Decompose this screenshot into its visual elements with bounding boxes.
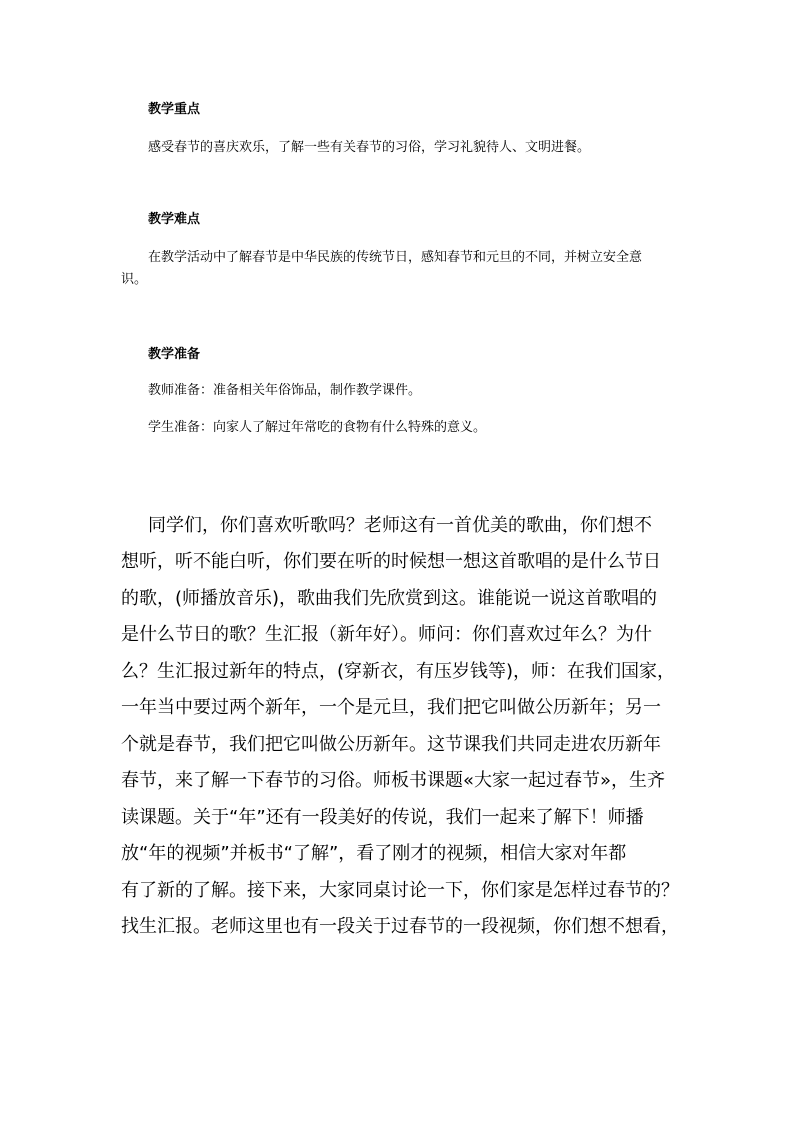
body-line: 想听，听不能白听，你们要在听的时候想一想这首歌唱的是什么节日 <box>121 551 661 572</box>
body-line: 一年当中要过两个新年，一个是元旦，我们把它叫做公历新年；另一 <box>121 697 661 718</box>
teacher-preparation-text: 教师准备：准备相关年俗饰品，制作教学课件。 <box>148 383 422 398</box>
body-line: 春节，来了解一下春节的习俗。师板书课题«大家一起过春节»，生齐 <box>121 770 666 791</box>
body-line: 同学们，你们喜欢听歌吗？老师这有一首优美的歌曲，你们想不 <box>148 515 652 536</box>
body-line: 有了新的了解。接下来，大家同桌讨论一下，你们家是怎样过春节的？ <box>121 880 679 901</box>
body-line: 是什么节日的歌？生汇报（新年好）。师问：你们喜欢过年么？为什 <box>121 624 652 645</box>
body-line: 找生汇报。老师这里也有一段关于过春节的一段视频，你们想不想看， <box>121 916 679 937</box>
difficulties-text-line-2: 识。 <box>121 272 148 287</box>
key-points-text: 感受春节的喜庆欢乐，了解一些有关春节的习俗，学习礼貌待人、文明进餐。 <box>148 140 591 155</box>
heading-difficulties: 教学难点 <box>148 212 201 227</box>
body-line: 么？生汇报过新年的特点，(穿新衣，有压岁钱等)，师：在我们国家， <box>121 661 676 682</box>
body-line: 的歌，(师播放音乐)，歌曲我们先欣赏到这。谁能说一说这首歌唱的 <box>121 588 658 609</box>
body-line: 放“年的视频”并板书“了解”，看了刚才的视频，相信大家对年都 <box>121 843 627 864</box>
body-line: 个就是春节，我们把它叫做公历新年。这节课我们共同走进农历新年 <box>121 734 661 755</box>
heading-key-points: 教学重点 <box>148 102 201 117</box>
difficulties-text-line-1: 在教学活动中了解春节是中华民族的传统节日，感知春节和元旦的不同，并树立安全意 <box>148 250 643 265</box>
heading-preparation: 教学准备 <box>148 347 201 362</box>
body-line: 读课题。关于“年”还有一段美好的传说，我们一起来了解下！师播 <box>121 807 644 828</box>
student-preparation-text: 学生准备：向家人了解过年常吃的食物有什么特殊的意义。 <box>148 420 487 435</box>
